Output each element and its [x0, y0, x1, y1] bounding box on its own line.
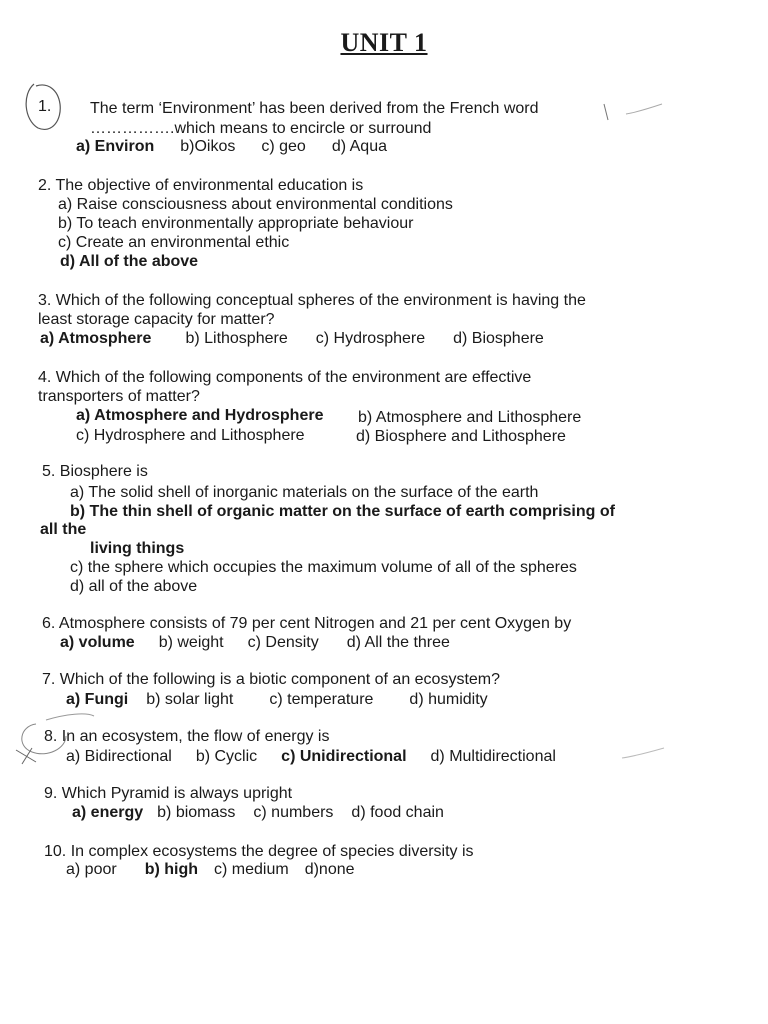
option-d: d) All the three	[346, 634, 450, 651]
option-a: a) Fungi	[66, 691, 129, 708]
question-5	[42, 462, 148, 481]
question-8	[44, 727, 329, 746]
option-d: d) Multidirectional	[430, 748, 556, 765]
question-stem: In an ecosystem, the flow of energy is	[61, 728, 330, 745]
question-number: 3.	[38, 292, 52, 309]
option-c: c) Density	[247, 634, 319, 651]
option-d: d) Biosphere	[453, 330, 544, 347]
question-5-option-c: c) the sphere which occupies the maximum volume of all of the spheres	[70, 559, 577, 576]
pen-dash-mark	[618, 744, 668, 764]
question-1-stem-line-2: …………….which means to encircle or surround	[90, 120, 432, 137]
question-number: 2.	[38, 177, 52, 194]
option-c: c) Hydrosphere	[315, 330, 426, 347]
question-stem: Which of the following is a biotic component of an ecosystem?	[59, 671, 501, 688]
question-3	[38, 291, 586, 310]
question-number: 6.	[42, 615, 56, 632]
option-c: c) medium	[214, 861, 289, 878]
question-stem: The objective of environmental education is	[55, 177, 364, 194]
question-stem: In complex ecosystems the degree of species diversity is	[70, 843, 474, 860]
question-2-option-a: a) Raise consciousness about environmental conditions	[58, 196, 453, 213]
question-6-options	[60, 633, 476, 652]
question-4-option-d: d) Biosphere and Lithosphere	[356, 428, 566, 445]
question-2-option-d: d) All of the above	[60, 253, 199, 270]
question-4-option-b: b) Atmosphere and Lithosphere	[358, 409, 582, 426]
option-a: a) Environ	[76, 138, 155, 155]
question-10	[44, 842, 474, 861]
option-b: b) weight	[158, 634, 224, 651]
option-c: c) geo	[261, 138, 306, 155]
question-number: 7.	[42, 671, 56, 688]
option-c: c) temperature	[269, 691, 374, 708]
question-stem: Which Pyramid is always upright	[61, 785, 293, 802]
question-3-options	[40, 329, 570, 348]
question-1-stem-line-1: The term ‘Environment’ has been derived from the French word	[90, 100, 539, 117]
option-b: b) biomass	[157, 804, 236, 821]
option-b: b) Lithosphere	[185, 330, 288, 347]
question-stem: Biosphere is	[59, 463, 148, 480]
question-1-number: 1.	[38, 98, 52, 115]
option-b: b) solar light	[146, 691, 234, 708]
question-2	[38, 176, 363, 195]
question-number: 4.	[38, 369, 52, 386]
option-a: a) energy	[72, 804, 144, 821]
option-a: a) Bidirectional	[66, 748, 172, 765]
question-9-options	[72, 803, 470, 822]
question-2-option-b: b) To teach environmentally appropriate behaviour	[58, 215, 414, 232]
option-d: d) Aqua	[331, 138, 387, 155]
option-d: d) humidity	[409, 691, 488, 708]
option-b: b) high	[144, 861, 199, 878]
option-d: d) food chain	[351, 804, 444, 821]
option-d: d)none	[304, 861, 355, 878]
question-stem: Which of the following components of the environment are effective	[55, 369, 532, 386]
question-10-options	[66, 860, 381, 879]
question-4-option-c: c) Hydrosphere and Lithosphere	[76, 427, 305, 444]
question-7-options	[66, 690, 514, 709]
option-a: a) volume	[60, 634, 135, 651]
option-c: c) numbers	[253, 804, 334, 821]
option-a: a) Atmosphere	[40, 330, 152, 347]
question-number: 5.	[42, 463, 56, 480]
question-1-options	[76, 137, 413, 156]
question-8-options	[66, 747, 582, 766]
question-7	[42, 670, 500, 689]
question-number: 10.	[44, 843, 67, 860]
question-6	[42, 614, 571, 633]
option-b: b)Oikos	[180, 138, 236, 155]
question-4-stem-line-2: transporters of matter?	[38, 388, 200, 405]
question-4-option-a: a) Atmosphere and Hydrosphere	[76, 407, 324, 424]
question-stem: Which of the following conceptual spheres of the environment is having the	[55, 292, 586, 309]
question-5-option-a: a) The solid shell of inorganic materials on the surface of the earth	[70, 484, 539, 501]
question-3-stem-line-2: least storage capacity for matter?	[38, 311, 275, 328]
page-title: UNIT 1	[340, 28, 428, 57]
question-number: 8.	[44, 728, 58, 745]
pen-tick-mark	[598, 100, 668, 124]
question-2-option-c: c) Create an environmental ethic	[58, 234, 290, 251]
question-4	[38, 368, 531, 387]
question-9	[44, 784, 292, 803]
question-5-option-b: b) The thin shell of organic matter on the surface of earth comprising of	[70, 503, 615, 520]
option-a: a) poor	[66, 861, 117, 878]
question-stem: Atmosphere consists of 79 per cent Nitrogen and 21 per cent Oxygen by	[58, 615, 572, 632]
question-5-option-b-cont-2: living things	[90, 540, 185, 557]
option-b: b) Cyclic	[195, 748, 258, 765]
option-c: c) Unidirectional	[281, 748, 407, 765]
question-number: 9.	[44, 785, 58, 802]
question-5-option-d: d) all of the above	[70, 578, 198, 595]
question-5-option-b-cont: all the	[40, 521, 87, 538]
